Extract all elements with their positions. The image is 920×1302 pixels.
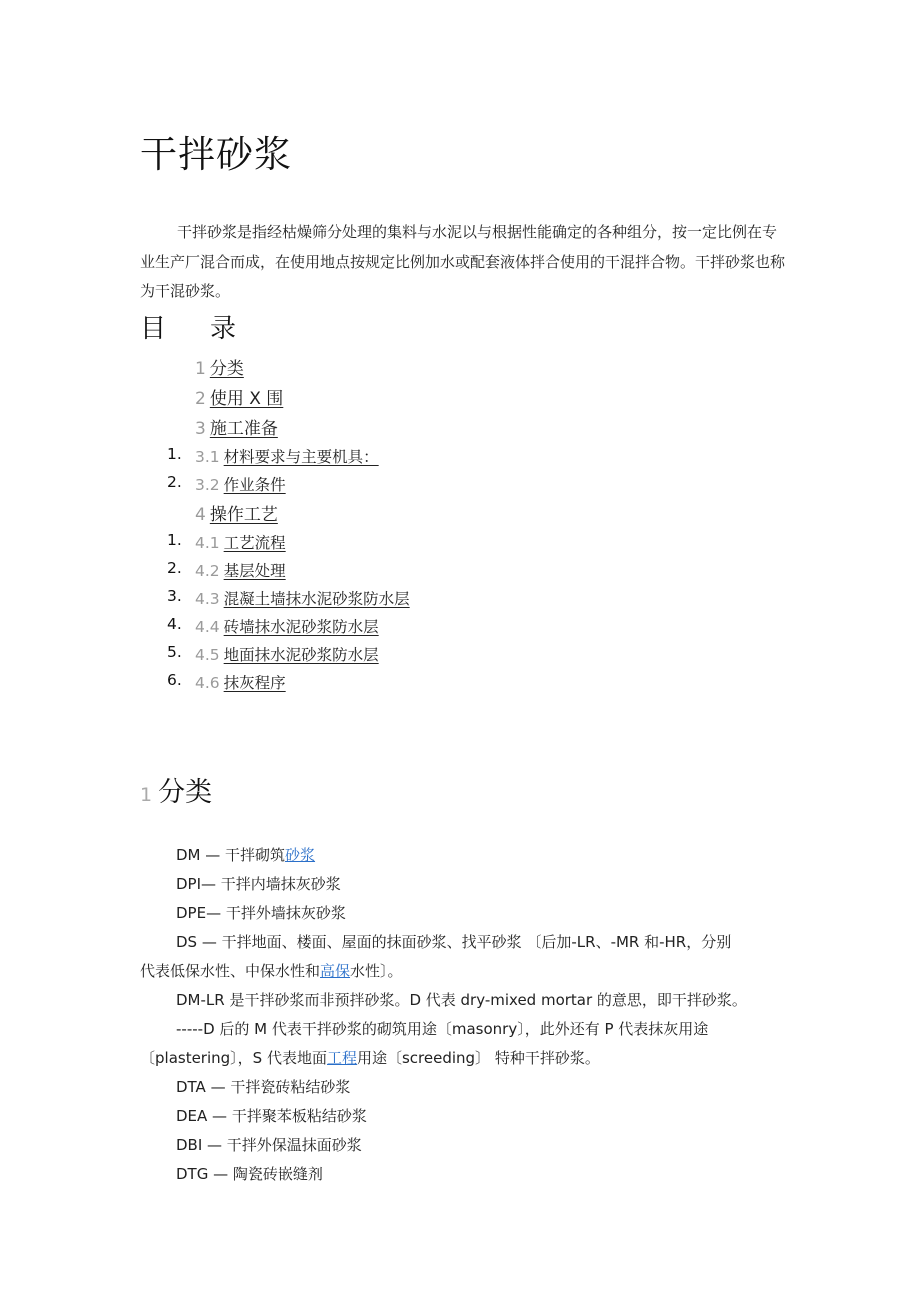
section-title: 分类 (158, 777, 213, 808)
toc-subitem-4-4[interactable] (167, 615, 379, 637)
section-number: 1 (140, 784, 153, 806)
toc-subitem-4-6[interactable] (167, 671, 286, 693)
list-marker: 6. (167, 671, 182, 689)
toc-subitem-4-2[interactable] (167, 559, 286, 581)
page-title: 干拌砂浆 (140, 133, 292, 176)
high-retention-link[interactable]: 高保 (320, 962, 351, 980)
toc-item-1[interactable] (195, 354, 244, 379)
list-marker: 2. (167, 473, 182, 491)
toc-subitem-4-5[interactable] (167, 643, 379, 665)
m-line2-b: 用途〔screeding〕 特种干拌砂浆。 (356, 1049, 600, 1067)
dm-text: DM — 干拌砌筑 (176, 846, 286, 864)
paragraph-ds-line2 (140, 960, 403, 981)
paragraph-dpe: DPE— 干拌外墙抹灰砂浆 (176, 904, 346, 922)
list-marker: 2. (167, 559, 182, 577)
list-marker: 3. (167, 587, 182, 605)
toc-item-3[interactable] (195, 414, 278, 439)
toc-item-number: 4 (195, 505, 206, 525)
toc-link[interactable]: 抹灰程序 (223, 674, 286, 692)
paragraph-dtg: DTG — 陶瓷砖嵌缝剂 (176, 1165, 323, 1183)
toc-item-number: 4.4 (195, 618, 220, 636)
toc-item-2[interactable] (195, 384, 283, 409)
toc-subitem-3-1[interactable] (167, 445, 379, 467)
toc-link[interactable]: 地面抹水泥砂浆防水层 (223, 646, 379, 664)
paragraph-dpi: DPI— 干拌内墙抹灰砂浆 (176, 875, 341, 893)
toc-item-number: 4.3 (195, 590, 220, 608)
toc-link[interactable]: 操作工艺 (209, 505, 278, 525)
toc-link[interactable]: 砖墙抹水泥砂浆防水层 (223, 618, 379, 636)
list-marker: 1. (167, 445, 182, 463)
toc-item-number: 3 (195, 419, 206, 439)
toc-heading-a: 目 (140, 314, 167, 344)
toc-item-number: 2 (195, 389, 206, 409)
list-marker: 4. (167, 615, 182, 633)
list-marker: 1. (167, 531, 182, 549)
toc-link[interactable]: 使用 X 围 (209, 389, 284, 409)
ds-line2-b: 水性〕。 (350, 962, 403, 980)
toc-subitem-4-3[interactable] (167, 587, 410, 609)
paragraph-dbi: DBI — 干拌外保温抹面砂浆 (176, 1136, 362, 1154)
intro-paragraph (140, 218, 790, 307)
toc-item-number: 1 (195, 359, 206, 379)
toc-item-number: 3.2 (195, 476, 220, 494)
toc-item-4[interactable] (195, 500, 278, 525)
toc-link[interactable]: 材料要求与主要机具： (223, 448, 379, 466)
paragraph-dea: DEA — 干拌聚苯板粘结砂浆 (176, 1107, 367, 1125)
toc-link[interactable]: 基层处理 (223, 562, 286, 580)
section-1-heading (140, 770, 212, 809)
paragraph-dmlr: DM-LR 是干拌砂浆而非预拌砂浆。D 代表 dry-mixed mortar 的意思，即干拌砂浆。 (176, 991, 747, 1009)
toc-heading (140, 308, 236, 345)
m-line2-a: 〔plastering〕，S 代表地面 (140, 1049, 327, 1067)
toc-subitem-4-1[interactable] (167, 531, 286, 553)
toc-item-number: 3.1 (195, 448, 220, 466)
intro-text: 干拌砂浆是指经枯燥筛分处理的集料与水泥以与根据性能确定的各种组分，按一定比例在专业生产厂混合而成，在使用地点按规定比例加水或配套液体拌合使用的干混拌合物。干拌砂浆也称为干混砂浆。 (140, 223, 786, 300)
toc-link[interactable]: 施工准备 (209, 419, 278, 439)
paragraph-dta: DTA — 干拌瓷砖粘结砂浆 (176, 1078, 351, 1096)
toc-item-number: 4.6 (195, 674, 220, 692)
toc-heading-b: 录 (210, 314, 237, 344)
paragraph-m-line1: -----D 后的 M 代表干拌砂浆的砌筑用途〔masonry〕，此外还有 P 代表抹灰用途 (176, 1020, 709, 1038)
toc-item-number: 4.2 (195, 562, 220, 580)
toc-link[interactable]: 作业条件 (223, 476, 286, 494)
paragraph-dm (176, 844, 315, 865)
toc-link[interactable]: 混凝土墙抹水泥砂浆防水层 (223, 590, 410, 608)
toc-link[interactable]: 工艺流程 (223, 534, 286, 552)
ds-line2-a: 代表低保水性、中保水性和 (140, 962, 321, 980)
mortar-link[interactable]: 砂浆 (285, 846, 316, 864)
paragraph-m-line2 (140, 1047, 600, 1068)
toc-item-number: 4.5 (195, 646, 220, 664)
toc-subitem-3-2[interactable] (167, 473, 286, 495)
toc-link[interactable]: 分类 (209, 359, 244, 379)
toc-item-number: 4.1 (195, 534, 220, 552)
engineering-link[interactable]: 工程 (326, 1049, 357, 1067)
paragraph-ds-line1: DS — 干拌地面、楼面、屋面的抹面砂浆、找平砂浆 〔后加-LR、-MR 和-HR，分别 (176, 933, 732, 951)
list-marker: 5. (167, 643, 182, 661)
